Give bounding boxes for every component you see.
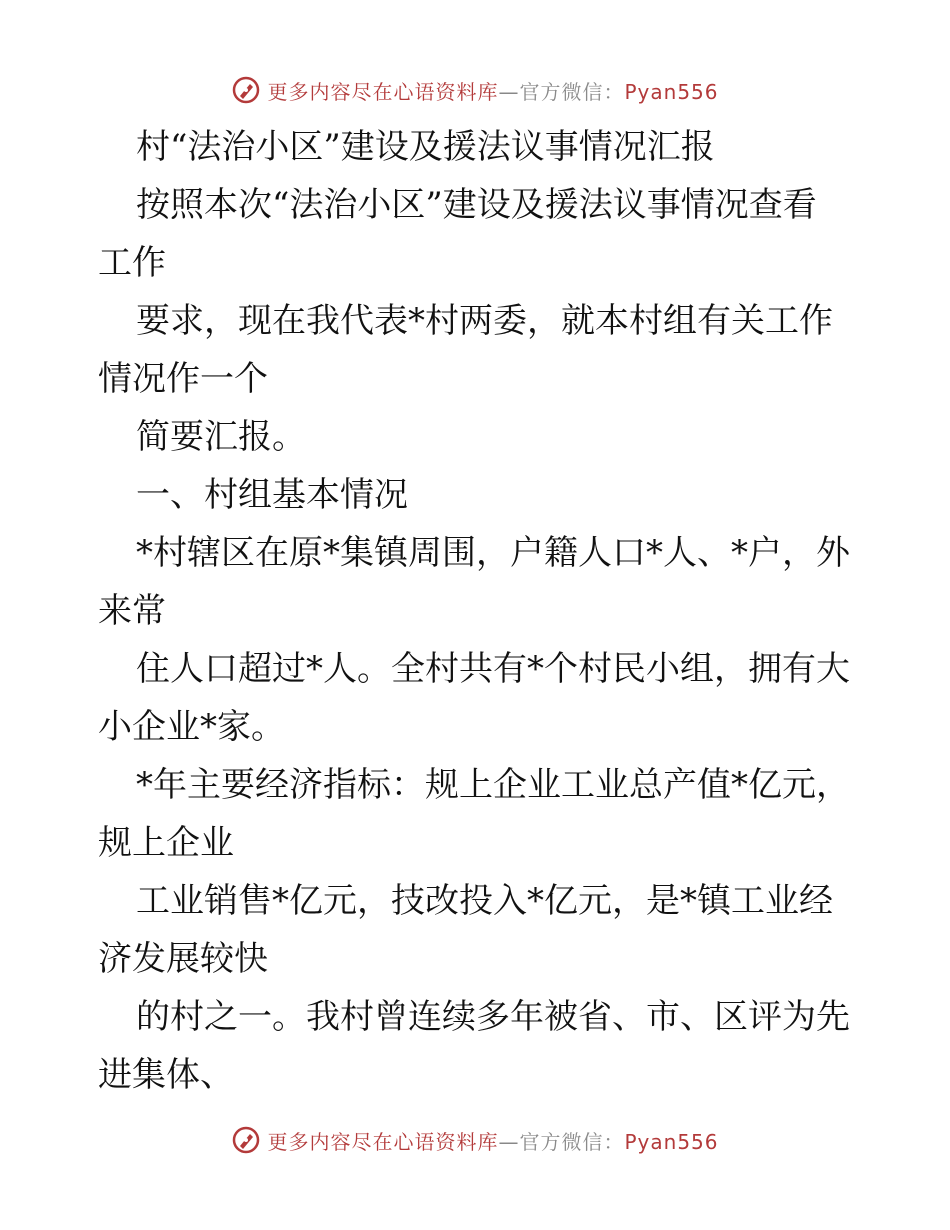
paragraph-line: 小企业*家。 (98, 707, 285, 747)
paragraph-line: *年主要经济指标：规上企业工业总产值*亿元， (136, 765, 850, 805)
paragraph-line: 进集体、 (98, 1055, 234, 1095)
watermark-wechat-label: 官方微信： (519, 1129, 625, 1154)
paragraph-line: 情况作一个 (98, 359, 268, 399)
pen-nib-logo-icon (231, 1125, 261, 1155)
watermark-text (267, 1126, 718, 1155)
document-body (98, 118, 858, 1104)
paragraph-line: *村辖区在原*集镇周围，户籍人口*人、*户，外 (136, 533, 850, 573)
section-heading: 一、村组基本情况 (136, 475, 408, 515)
paragraph-line: 来常 (98, 591, 166, 631)
watermark-separator: — (498, 79, 520, 104)
paragraph-line: 按照本次“法治小区”建设及援法议事情况查看 (136, 185, 817, 225)
header-watermark (0, 70, 950, 110)
document-title: 村“法治小区”建设及援法议事情况汇报 (136, 127, 715, 167)
watermark-wechat-label: 官方微信： (519, 79, 625, 104)
footer-watermark (0, 1120, 950, 1160)
paragraph-line: 济发展较快 (98, 939, 268, 979)
paragraph-line: 工业销售*亿元，技改投入*亿元，是*镇工业经 (136, 881, 833, 921)
paragraph-line: 规上企业 (98, 823, 234, 863)
paragraph-line: 的村之一。我村曾连续多年被省、市、区评为先 (136, 997, 850, 1037)
watermark-brand: 更多内容尽在心语资料库 (267, 79, 499, 104)
watermark-wechat-id: Pyan556 (624, 1129, 719, 1154)
watermark-wechat-id: Pyan556 (624, 79, 719, 104)
paragraph-line: 要求，现在我代表*村两委，就本村组有关工作 (136, 301, 833, 341)
pen-nib-logo-icon (231, 75, 261, 105)
paragraph-line: 工作 (98, 243, 166, 283)
watermark-separator: — (498, 1129, 520, 1154)
paragraph-line: 住人口超过*人。全村共有*个村民小组，拥有大 (136, 649, 850, 689)
paragraph-line: 简要汇报。 (136, 417, 306, 457)
watermark-brand: 更多内容尽在心语资料库 (267, 1129, 499, 1154)
watermark-text (267, 76, 718, 105)
